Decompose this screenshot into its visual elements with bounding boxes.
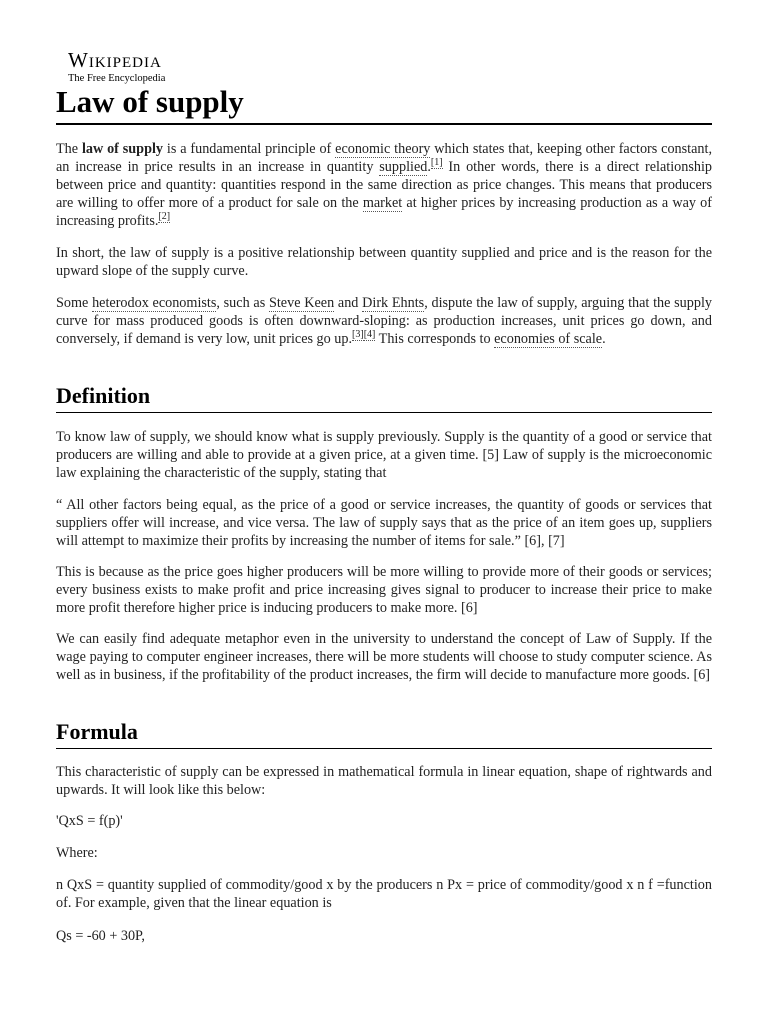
- quote-text: “ All other factors being equal, as the price of a good or service increases, the quantity of goods or services that suppliers offer will increase, and vice versa. The law of supply says that as the price of an item goes up, suppliers will attempt to maximize their profits by increasing the number of items for sale.” [6], [7]: [56, 497, 712, 549]
- paragraph-text: This is because as the price goes higher producers will be more willing to provide more of their goods or services; every business exists to make profit and price increasing gives signal to producer to increase their price to make more profit therefore higher price is inducing producers to make more. [6]: [56, 564, 712, 616]
- paragraph-text: n QxS = quantity supplied of commodity/good x by the producers n Px = price of commodity/good x n f =function of. For example, given that the linear equation is: [56, 877, 712, 911]
- reference-4[interactable]: [4]: [363, 329, 376, 341]
- bold-term: law of supply: [81, 141, 164, 157]
- definition-paragraph-2: [56, 496, 712, 550]
- link-supplied[interactable]: supplied: [379, 159, 428, 175]
- formula-expression: [56, 812, 712, 830]
- formula-definitions: [56, 876, 712, 912]
- text: is a fundamental principle of: [163, 141, 336, 157]
- intro-paragraph-1: [56, 140, 712, 230]
- text: which states that, keeping other factors constant, an increase in price results in an increase in quantity: [56, 141, 712, 175]
- page-title: Law of supply: [56, 84, 712, 125]
- text: This corresponds to: [375, 331, 495, 347]
- formula-paragraph-1: [56, 763, 712, 799]
- text: , such as: [216, 295, 269, 311]
- intro-paragraph-2: [56, 244, 712, 280]
- reference-1[interactable]: [1]: [430, 157, 443, 169]
- text: .: [427, 159, 431, 175]
- formula-where: [56, 844, 712, 862]
- paragraph-text: We can easily find adequate metaphor even in the university to understand the concept of Law of Supply. If the wage paying to computer engineer increases, there will be more students will choose to study computer science. As well as in business, if the profitability of the product increases, the firm will decide to manufacture more goods. [6]: [56, 631, 712, 683]
- text: The: [56, 141, 82, 157]
- definition-paragraph-1: [56, 428, 712, 482]
- wikipedia-logo[interactable]: [68, 50, 165, 85]
- link-economies-of-scale[interactable]: economies of scale: [494, 331, 603, 347]
- text: at higher prices by increasing production as a way of increasing profits.: [56, 195, 712, 229]
- formula-example: [56, 927, 712, 945]
- text: , dispute the law of supply, arguing that the supply curve for mass produced goods is often downward-sloping: as production increases, unit prices go down, and conversely, if demand is very low, unit prices go up.: [56, 295, 712, 347]
- text: In other words, there is a direct relationship between price and quantity: quantities respond in the same direction as price changes. This means that producers are willing to offer more of a product for sale on the: [56, 159, 712, 211]
- text: Some: [56, 295, 93, 311]
- formula-text: 'QxS = f(p)': [56, 813, 123, 829]
- section-heading-definition: Definition: [56, 382, 712, 413]
- definition-paragraph-3: [56, 563, 712, 617]
- reference-3[interactable]: [3]: [352, 329, 364, 341]
- definition-paragraph-4: [56, 630, 712, 684]
- logo-tagline: The Free Encyclopedia: [68, 73, 166, 84]
- paragraph-text: This characteristic of supply can be expressed in mathematical formula in linear equation, shape of rightwards and upwards. It will look like this below:: [56, 764, 712, 798]
- reference-2[interactable]: [2]: [158, 211, 171, 223]
- link-steve-keen[interactable]: Steve Keen: [268, 295, 335, 311]
- paragraph-text: To know law of supply, we should know what is supply previously. Supply is the quantity of a good or service that producers are willing and able to provide at a given price, at a given time. [5] Law of supply is the microeconomic law explaining the characteristic of the supply, stating that: [56, 429, 712, 481]
- logo-wordmark: Wikipedia: [68, 48, 162, 72]
- text: and: [334, 295, 363, 311]
- section-heading-formula: Formula: [56, 718, 712, 749]
- link-heterodox-economists[interactable]: heterodox economists: [92, 295, 217, 311]
- paragraph-text: Where:: [56, 845, 98, 861]
- link-market[interactable]: market: [362, 195, 403, 211]
- paragraph-text: In short, the law of supply is a positive relationship between quantity supplied and price and is the reason for the upward slope of the supply curve.: [56, 245, 712, 279]
- link-economic-theory[interactable]: economic theory: [335, 141, 431, 157]
- equation-text: Qs = -60 + 30P,: [56, 928, 145, 944]
- text: .: [602, 331, 606, 347]
- intro-paragraph-3: [56, 294, 712, 348]
- link-dirk-ehnts[interactable]: Dirk Ehnts: [362, 295, 425, 311]
